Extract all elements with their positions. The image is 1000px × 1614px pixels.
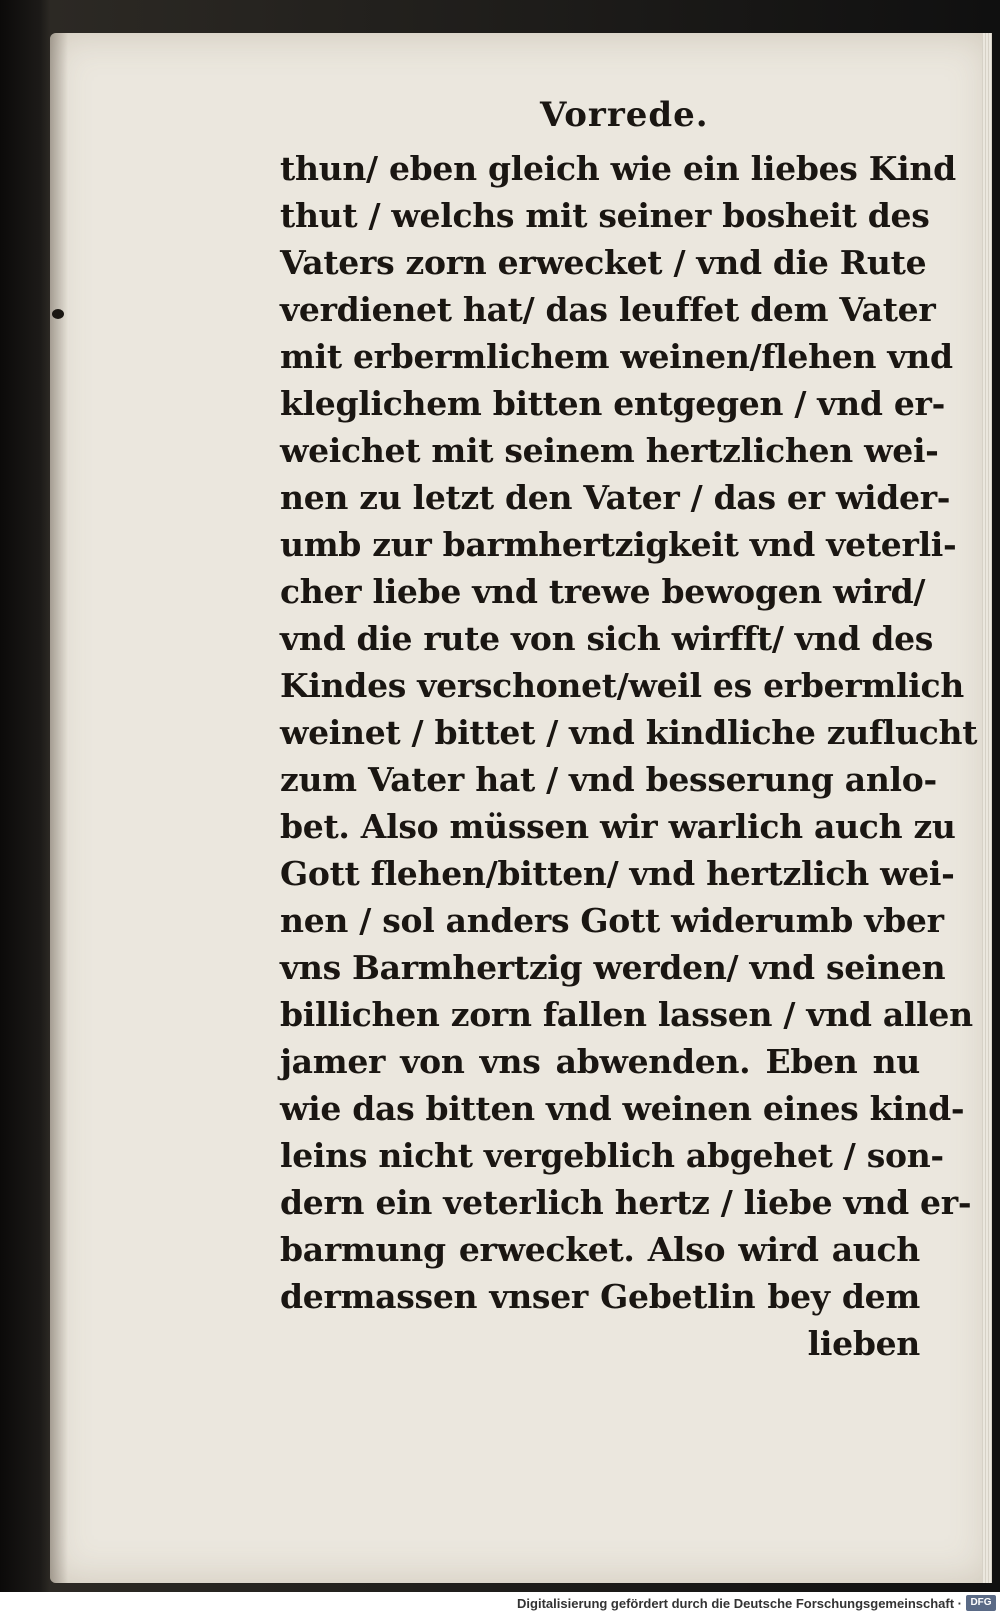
dfg-logo: DFG bbox=[966, 1595, 996, 1611]
text-line: barmung erwecket. Also wird auch bbox=[280, 1230, 920, 1269]
text-line: dern ein veterlich hertz / liebe vnd er- bbox=[280, 1183, 972, 1222]
text-line: thut / welchs mit seiner bosheit des bbox=[280, 196, 930, 235]
text-line: weinet / bittet / vnd kindliche zuflucht bbox=[280, 713, 978, 752]
text-line: dermassen vnser Gebetlin bey dem bbox=[280, 1277, 920, 1316]
text-line: weichet mit seinem hertzlichen wei- bbox=[280, 431, 939, 470]
text-line: vnd die rute von sich wirfft/ vnd des bbox=[280, 619, 934, 658]
text-line: nen / sol anders Gott widerumb vber bbox=[280, 901, 944, 940]
text-line: mit erbermlichem weinen/flehen vnd bbox=[280, 337, 953, 376]
text-line: billichen zorn fallen lassen / vnd allen bbox=[280, 995, 973, 1034]
running-head: Vorrede. bbox=[540, 95, 709, 135]
text-line: Gott flehen/bitten/ vnd hertzlich wei- bbox=[280, 854, 955, 893]
text-line: bet. Also müssen wir warlich auch zu bbox=[280, 807, 956, 846]
credit-bar bbox=[0, 1592, 1000, 1614]
text-line: cher liebe vnd trewe bewogen wird/ bbox=[280, 572, 926, 611]
text-line: Vaters zorn erwecket / vnd die Rute bbox=[280, 243, 927, 282]
page-edge bbox=[982, 33, 992, 1583]
body-text bbox=[280, 145, 978, 1367]
funding-credit: Digitalisierung gefördert durch die Deutsche Forschungsgemeinschaft · bbox=[517, 1596, 962, 1611]
text-line: zum Vater hat / vnd besserung anlo- bbox=[280, 760, 937, 799]
text-line: vns Barmhertzig werden/ vnd seinen bbox=[280, 948, 946, 987]
text-line: verdienet hat/ das leuffet dem Vater bbox=[280, 290, 936, 329]
text-line: nen zu letzt den Vater / das er wider- bbox=[280, 478, 951, 517]
text-line: Kindes verschonet/weil es erbermlich bbox=[280, 666, 965, 705]
ink-mark bbox=[52, 309, 64, 319]
text-line: kleglichem bitten entgegen / vnd er- bbox=[280, 384, 946, 423]
text-line: leins nicht vergeblich abgehet / son- bbox=[280, 1136, 944, 1175]
text-line: jamer von vns abwenden. Eben nu bbox=[280, 1042, 920, 1081]
text-line: thun/ eben gleich wie ein liebes Kind bbox=[280, 149, 956, 188]
text-line: wie das bitten vnd weinen eines kind- bbox=[280, 1089, 965, 1128]
catchword: lieben bbox=[807, 1324, 920, 1363]
spine-shadow bbox=[50, 33, 68, 1583]
text-line: umb zur barmhertzigkeit vnd veterli- bbox=[280, 525, 957, 564]
